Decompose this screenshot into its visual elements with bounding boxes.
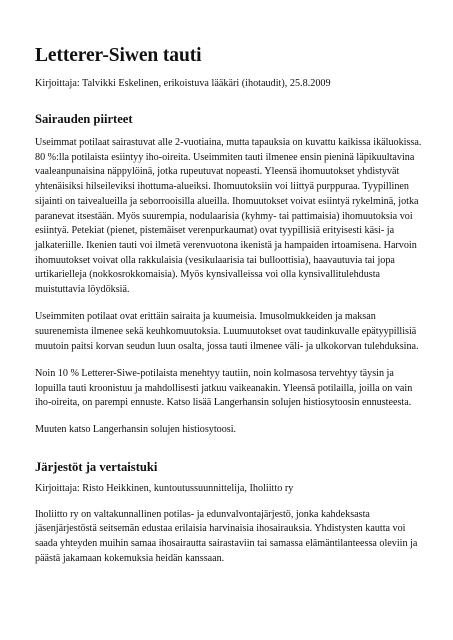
section-author-byline: Kirjoittaja: Risto Heikkinen, kuntoutussuunnittelija, Iholiitto ry [35, 483, 294, 495]
paragraph-general-symptoms: Useimmiten potilaat ovat erittäin sairaita ja kuumeisia. Imusolmukkeiden ja maksan suurenemista ilmenee sekä keuhkomuutoksia. Luumuutokset ovat taudinkuvalle epätyypillisiä muutoin paitsi korvan seudun luun osalta, jossa tauti ilmenee väli- ja ulkokorvan tulehduksina. [35, 311, 419, 352]
paragraph-see-also: Muuten katso Langerhansin solujen histiosytoosi. [35, 424, 237, 436]
paragraph-iholiitto: Iholiitto ry on valtakunnallinen potilas- ja edunvalvontajärjestö, jonka kahdeksasta jäsenjärjestöstä seitsemän edustaa erilaisia harvinaisia ihosairauksia. Yhdistysten kautta voi saada yhteyden muihin samaa ihosairautta sairastaviin tai samassa elämäntilanteessa oleviin ja päästä jakamaan kokemuksia heidän kanssaan. [35, 508, 418, 564]
document-page [35, 44, 425, 566]
paragraph-skin-symptoms: Useimmat potilaat sairastuvat alle 2-vuotiaina, mutta tapauksia on kuvattu kaikissa ikäluokissa. 80 %:lla potilaista esiintyy iho-oireita. Useimmiten tauti ilmenee ensin pieninä läpikuultavina vaaleanpunaisina näppylöinä, jotka rupeutuvat nopeasti. Yleensä ihomuutokset yhdistyvät yhtenäisiksi hilseileviksi ihottuma-alueiksi. Ihomuutoksiin voi liittyä purppuraa. Tyypillinen sijainti on taivealueilla ja seborrooisilla alueilla. Ihomuutokset voivat esiintyä rykelminä, jotka paranevat itsestään. Myös suurempia, nodulaarisia (kyhmy- tai pattimaisia) ihomuutoksia voi esiintyä. Petekiat (pienet, pistemäiset verenpurkaumat) ovat tyypillisiä erityisesti käsi- ja jalkateriille. Ikenien tauti voi ilmetä verenvuotona ikenistä ja hampaiden irtoamisena. Harvoin ihomuutokset voivat olla rakkulaisia (vesikulaarisia tai bulloottisia), haavautuvia tai jopa urtikarielleja (nokkosrokkomaisia). Myös kynsivalleissa voi olla kynsivallitulehdusta muistuttavia löydöksiä. [35, 137, 422, 296]
author-byline: Kirjoittaja: Talvikki Eskelinen, erikoistuva lääkäri (ihotaudit), 25.8.2009 [35, 78, 331, 89]
page-title: Letterer-Siwen tauti [35, 45, 202, 66]
paragraph-prognosis: Noin 10 % Letterer-Siwe-potilaista menehtyy tautiin, noin kolmasosa tervehtyy täysin ja lopuilla tauti kroonistuu ja mahdollisesti jatkuu vaikeanakin. Yleensä potilailla, joilla on vain iho-oireita, on parempi ennuste. Katso lisää Langerhansin solujen histiosytoosin ennusteesta. [35, 367, 413, 409]
section-heading-organizations: Järjestöt ja vertaistuki [35, 460, 158, 475]
section-heading-disease-features: Sairauden piirteet [35, 112, 133, 126]
